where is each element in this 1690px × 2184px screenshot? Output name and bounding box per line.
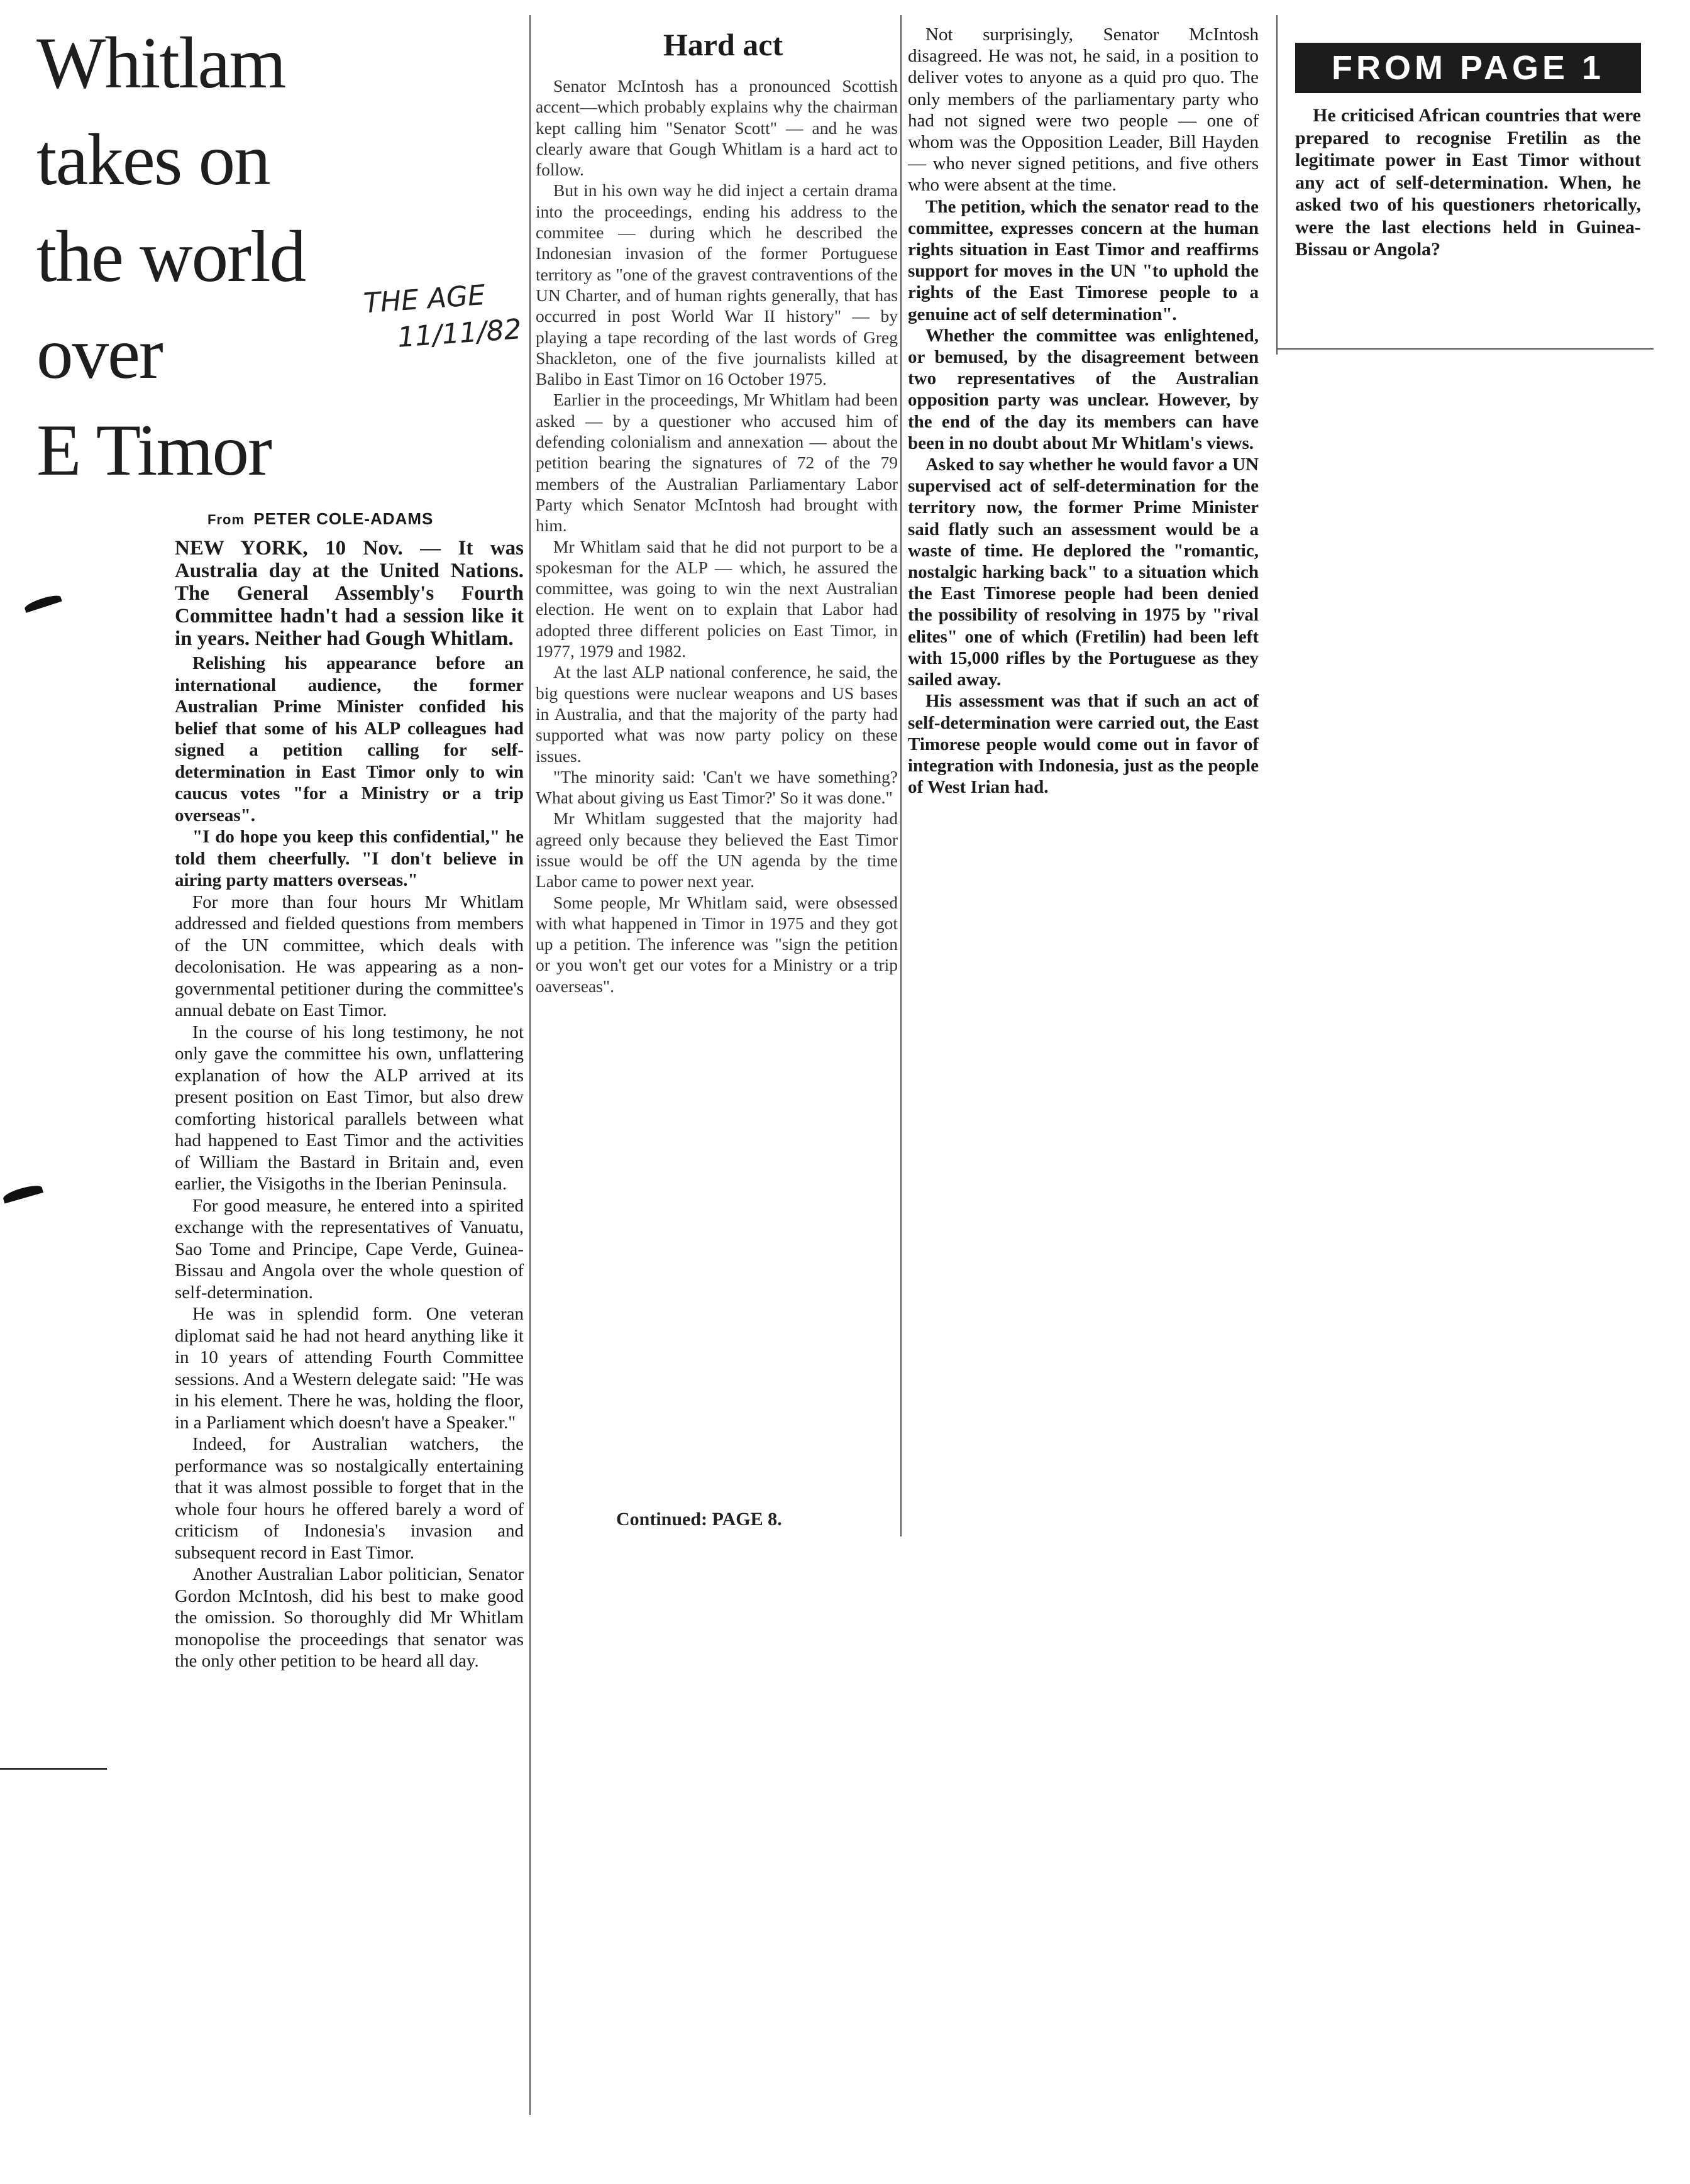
column-divider <box>900 15 902 1536</box>
headline-line: takes on <box>36 119 270 201</box>
body-paragraph: For good measure, he entered into a spirited exchange with the representatives of Vanuatu, Sao Tome and Principe, Cape Verde, Guinea-Bissau and Angola over the whole question of self-determination. <box>175 1195 524 1303</box>
article-column-1 <box>175 537 524 1672</box>
headline-line: over <box>36 313 162 394</box>
article-column-3 <box>908 24 1259 798</box>
continued-notice: Continued: PAGE 8. <box>616 1509 782 1530</box>
continuation-text <box>1295 104 1641 261</box>
article-column-2 <box>536 75 898 996</box>
body-paragraph: "The minority said: 'Can't we have something? What about giving us East Timor?' So it was done." <box>536 766 898 808</box>
from-page-1-banner: FROM PAGE 1 <box>1295 43 1641 93</box>
subheading-hard-act: Hard act <box>663 27 783 62</box>
body-paragraph: In the course of his long testimony, he not only gave the committee his own, unflattering explanation of how the ALP arrived at its present position on East Timor, but also drew comforting historical parallels between what had happened to East Timor and the activities of William the Bastard in Britain and, even earlier, the Visigoths in the Iberian Peninsula. <box>175 1022 524 1194</box>
body-paragraph: Not surprisingly, Senator McIntosh disagreed. He was not, he said, in a position to deliver votes to anyone as a quid pro quo. The only members of the parliamentary party who had not signed were two people — one of whom was the Opposition Leader, Bill Hayden — who never signed petitions, and five others who were absent at the time. <box>908 25 1259 196</box>
body-paragraph: His assessment was that if such an act of self-determination were carried out, the East Timorese people would come out in favor of integration with Indonesia, just as the people of West Irian had. <box>908 691 1259 798</box>
handwritten-date: 11/11/82 <box>396 313 523 354</box>
body-paragraph: The petition, which the senator read to the committee, expresses concern at the human rights situation in East Timor and reaffirms support for moves in the UN "to uphold the rights of the East Timorese people to a genuine act of self determination". <box>908 196 1259 324</box>
byline-prefix: From <box>207 512 245 527</box>
clipping-edge <box>1276 348 1654 350</box>
body-paragraph: At the last ALP national conference, he said, the big questions were nuclear weapons and US bases in Australia, and that the majority of the party had supported what was now party policy on these issues. <box>536 662 898 766</box>
lead-paragraph: NEW YORK, 10 Nov. — It was Australia day at the United Nations. The General Assembly's Fourth Committee hadn't had a session like it in years. Neither had Gough Whitlam. <box>175 537 524 650</box>
body-paragraph: He criticised African countries that were prepared to recognise Fretilin as the legitimate power in East Timor without any act of self-determination. When, he asked two of his questioners rhetorically, were the last elections held in Guinea-Bissau or Angola? <box>1295 105 1641 260</box>
body-paragraph: Whether the committee was enlightened, or bemused, by the disagreement between two representatives of the Australian opposition party was unclear. However, by the end of the day its members can have been in no doubt about Mr Whitlam's views. <box>908 325 1259 453</box>
body-paragraph: Mr Whitlam suggested that the majority had agreed only because they believed the East Timor issue would be off the UN agenda by the time Labor came to power next year. <box>536 808 898 891</box>
body-paragraph: For more than four hours Mr Whitlam addressed and fielded questions from members of the UN committee, which deals with decolonisation. He was appearing as a non-governmental petitioner during the committee's annual debate on East Timor. <box>175 891 524 1020</box>
body-paragraph: Another Australian Labor politician, Senator Gordon McIntosh, did his best to make good the omission. So thoroughly did Mr Whitlam monopolise the proceedings that senator was the only other petition to be heard all day. <box>175 1564 524 1671</box>
handwritten-note <box>362 273 555 359</box>
scan-artifact-mark <box>23 593 62 613</box>
body-paragraph: He was in splendid form. One veteran diplomat said he had not heard anything like it in 10 years of attending Fourth Committee sessions. And a Western delegate said: "He was in his element. There he was, holding the floor, in a Parliament which doesn't have a Speaker." <box>175 1304 524 1433</box>
headline-line: the world <box>36 216 306 297</box>
scan-artifact-line <box>0 1768 107 1770</box>
headline-line: Whitlam <box>36 23 285 104</box>
body-paragraph: Earlier in the proceedings, Mr Whitlam had been asked — by a questioner who accused him of defending colonialism and annexation — about the petition bearing the signatures of 72 of the 79 members of the Australian Parliamentary Labor Party which Senator McIntosh had brought with him. <box>536 390 898 536</box>
body-paragraph: "I do hope you keep this confidential," he told them cheerfully. "I don't believe in airing party matters overseas." <box>175 827 524 890</box>
body-paragraph: Relishing his appearance before an international audience, the former Australian Prime Minister confided his belief that some of his ALP colleagues had signed a petition calling for self-determination in East Timor only to win caucus votes "for a Ministry or a trip overseas". <box>175 653 524 825</box>
headline-line: E Timor <box>36 410 271 491</box>
body-paragraph: Asked to say whether he would favor a UN supervised act of self-determination for the territory now, the former Prime Minister said flatly such an assessment would be a waste of time. He deplored the "romantic, nostalgic harking back" to a situation which the East Timorese people had been denied the possibility of resolving in 1975 by "rival elites" one of which (Fretilin) had been left with 15,000 rifles by the Portuguese as they sailed away. <box>908 455 1259 690</box>
scan-artifact-mark <box>2 1183 43 1203</box>
body-paragraph: But in his own way he did inject a certain drama into the proceedings, ending his address to the commitee — during which he described the Indonesian invasion of the former Portuguese territory as "one of the gravest contraventions of the UN Charter, and of human rights generally, that has occurred in post World War II history" — by playing a tape recording of the last words of Greg Shackleton, one of the five journalists killed at Balibo in East Timor on 16 October 1975. <box>536 180 898 389</box>
body-paragraph: Mr Whitlam said that he did not purport to be a spokesman for the ALP — which, he assured the committee, was going to win the next Australian election. He went on to explain that Labor had adopted three different policies on East Timor, in 1977, 1979 and 1982. <box>536 536 898 661</box>
byline-author: PETER COLE-ADAMS <box>253 509 434 528</box>
body-paragraph: Indeed, for Australian watchers, the performance was so nostalgically entertaining that it was almost possible to forget that in the whole four hours he offered barely a word of criticism of Indonesia's invasion and subsequent record in East Timor. <box>175 1434 524 1563</box>
body-paragraph: Some people, Mr Whitlam said, were obsessed with what happened in Timor in 1975 and they got up a petition. The inference was "sign the petition or you won't get our votes for a Ministry or a trip oaverseas". <box>536 892 898 996</box>
byline <box>207 509 433 529</box>
clipping-edge <box>1276 15 1278 355</box>
body-paragraph: Senator McIntosh has a pronounced Scottish accent—which probably explains why the chairman kept calling him "Senator Scott" — and he was clearly aware that Gough Whitlam is a hard act to follow. <box>536 76 898 180</box>
handwritten-source: THE AGE <box>362 279 487 320</box>
